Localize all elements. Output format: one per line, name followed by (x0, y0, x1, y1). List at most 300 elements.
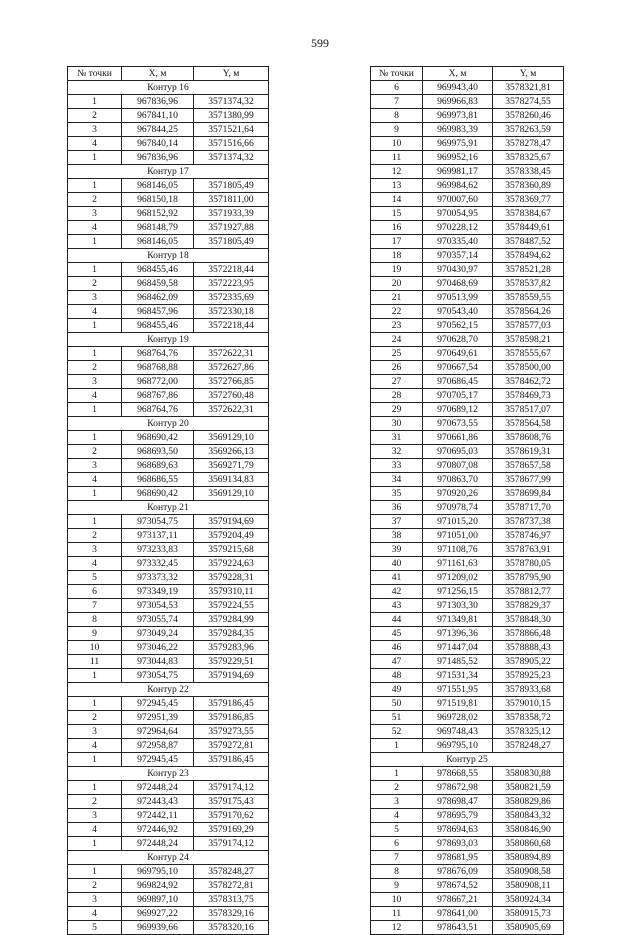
x-coordinate-cell: 968150,18 (122, 193, 194, 207)
point-number-cell: 1 (68, 837, 122, 851)
table-row (371, 865, 564, 879)
point-number-cell: 8 (371, 865, 423, 879)
y-coordinate-cell: 3578564,26 (493, 305, 564, 319)
contour-title: Контур 23 (68, 767, 269, 781)
x-coordinate-cell: 970920,26 (423, 487, 493, 501)
point-number-cell: 9 (68, 627, 122, 641)
x-coordinate-cell: 978695,79 (423, 809, 493, 823)
y-coordinate-cell: 3578598,21 (493, 333, 564, 347)
y-coordinate-cell: 3578848,30 (493, 613, 564, 627)
table-row (68, 837, 269, 851)
table-row (371, 823, 564, 837)
x-coordinate-cell: 971161,63 (423, 557, 493, 571)
table-row (371, 767, 564, 781)
table-row (371, 879, 564, 893)
table-row (371, 263, 564, 277)
y-coordinate-cell: 3578338,45 (493, 165, 564, 179)
table-row (371, 193, 564, 207)
point-number-cell: 19 (371, 263, 423, 277)
table-row (68, 669, 269, 683)
table-row (68, 641, 269, 655)
table-row (371, 725, 564, 739)
x-coordinate-cell: 978693,03 (423, 837, 493, 851)
y-coordinate-cell: 3578699,84 (493, 487, 564, 501)
point-number-cell: 6 (371, 837, 423, 851)
point-number-cell: 5 (68, 571, 122, 585)
contour-header-row (68, 417, 269, 431)
point-number-cell: 4 (68, 137, 122, 151)
table-row (371, 837, 564, 851)
y-coordinate-cell: 3578517,07 (493, 403, 564, 417)
point-number-cell: 11 (371, 907, 423, 921)
table-row (371, 445, 564, 459)
x-coordinate-cell: 970689,12 (423, 403, 493, 417)
contour-title: Контур 18 (68, 249, 269, 263)
x-coordinate-cell: 970667,54 (423, 361, 493, 375)
x-coordinate-cell: 969943,40 (423, 81, 493, 95)
point-number-cell: 17 (371, 235, 423, 249)
point-number-cell: 2 (68, 277, 122, 291)
coordinates-table-left (67, 66, 269, 935)
table-row (371, 305, 564, 319)
y-coordinate-cell: 3571805,49 (194, 179, 269, 193)
x-coordinate-cell: 978681,95 (423, 851, 493, 865)
table-row (371, 795, 564, 809)
table-row (371, 319, 564, 333)
point-number-cell: 42 (371, 585, 423, 599)
point-number-cell: 12 (371, 921, 423, 935)
point-number-cell: 1 (68, 431, 122, 445)
point-number-cell: 1 (371, 739, 423, 753)
y-coordinate-cell: 3578933,68 (493, 683, 564, 697)
x-coordinate-cell: 973373,32 (122, 571, 194, 585)
x-header: X, м (423, 67, 493, 81)
x-coordinate-cell: 971447,04 (423, 641, 493, 655)
y-coordinate-cell: 3578763,91 (493, 543, 564, 557)
table-row (68, 151, 269, 165)
y-coordinate-cell: 3578780,05 (493, 557, 564, 571)
table-row (68, 193, 269, 207)
x-coordinate-cell: 973049,24 (122, 627, 194, 641)
y-coordinate-cell: 3579224,55 (194, 599, 269, 613)
y-coordinate-cell: 3579272,81 (194, 739, 269, 753)
y-coordinate-cell: 3578462,72 (493, 375, 564, 389)
point-number-cell: 4 (371, 809, 423, 823)
y-coordinate-cell: 3569129,10 (194, 431, 269, 445)
contour-title: Контур 16 (68, 81, 269, 95)
point-number-cell: 8 (371, 109, 423, 123)
point-number-cell: 41 (371, 571, 423, 585)
table-row (371, 557, 564, 571)
page-number: 599 (311, 36, 329, 50)
table-row (68, 95, 269, 109)
point-number-cell: 40 (371, 557, 423, 571)
x-coordinate-cell: 973046,22 (122, 641, 194, 655)
point-number-cell: 1 (68, 347, 122, 361)
point-number-cell: 2 (68, 711, 122, 725)
x-header: X, м (122, 67, 194, 81)
table-row (371, 81, 564, 95)
point-number-cell: 15 (371, 207, 423, 221)
table-row (371, 739, 564, 753)
x-coordinate-cell: 968764,76 (122, 347, 194, 361)
y-coordinate-cell: 3578487,52 (493, 235, 564, 249)
y-coordinate-cell: 3578260,46 (493, 109, 564, 123)
x-coordinate-cell: 972443,43 (122, 795, 194, 809)
x-coordinate-cell: 970468,69 (423, 277, 493, 291)
y-coordinate-cell: 3569271,79 (194, 459, 269, 473)
point-number-header: № точки (68, 67, 122, 81)
y-coordinate-cell: 3578905,22 (493, 655, 564, 669)
x-coordinate-cell: 970705,17 (423, 389, 493, 403)
x-coordinate-cell: 968767,86 (122, 389, 194, 403)
y-coordinate-cell: 3578564,58 (493, 417, 564, 431)
table-row (371, 459, 564, 473)
x-coordinate-cell: 970054,95 (423, 207, 493, 221)
x-coordinate-cell: 970335,40 (423, 235, 493, 249)
x-coordinate-cell: 970007,60 (423, 193, 493, 207)
y-coordinate-cell: 3578657,58 (493, 459, 564, 473)
table-row (371, 291, 564, 305)
y-coordinate-cell: 3578555,67 (493, 347, 564, 361)
table-row (68, 739, 269, 753)
x-coordinate-cell: 970695,03 (423, 445, 493, 459)
x-coordinate-cell: 971209,02 (423, 571, 493, 585)
point-number-cell: 11 (68, 655, 122, 669)
table-row (68, 725, 269, 739)
table-row (371, 893, 564, 907)
y-coordinate-cell: 3578608,76 (493, 431, 564, 445)
y-coordinate-cell: 3578537,82 (493, 277, 564, 291)
table-row (371, 249, 564, 263)
point-number-cell: 4 (68, 739, 122, 753)
y-coordinate-cell: 3578313,75 (194, 893, 269, 907)
x-coordinate-cell: 973054,75 (122, 515, 194, 529)
y-coordinate-cell: 3580908,58 (493, 865, 564, 879)
y-coordinate-cell: 3571811,00 (194, 193, 269, 207)
x-coordinate-cell: 972945,45 (122, 753, 194, 767)
x-coordinate-cell: 968693,50 (122, 445, 194, 459)
table-row (371, 165, 564, 179)
table-row (371, 235, 564, 249)
y-coordinate-cell: 3571927,88 (194, 221, 269, 235)
y-coordinate-cell: 3578321,81 (493, 81, 564, 95)
table-row (68, 221, 269, 235)
y-coordinate-cell: 3578263,59 (493, 123, 564, 137)
y-coordinate-cell: 3578360,89 (493, 179, 564, 193)
table-row (68, 529, 269, 543)
table-row (68, 347, 269, 361)
x-coordinate-cell: 973054,53 (122, 599, 194, 613)
x-coordinate-cell: 967844,25 (122, 123, 194, 137)
y-coordinate-cell: 3578925,23 (493, 669, 564, 683)
x-coordinate-cell: 968462,09 (122, 291, 194, 305)
x-coordinate-cell: 972442,11 (122, 809, 194, 823)
point-number-cell: 1 (68, 95, 122, 109)
table-header-row (371, 67, 564, 81)
y-coordinate-cell: 3579284,99 (194, 613, 269, 627)
point-number-cell: 1 (68, 781, 122, 795)
point-number-cell: 4 (68, 907, 122, 921)
x-coordinate-cell: 970357,14 (423, 249, 493, 263)
y-coordinate-cell: 3578521,28 (493, 263, 564, 277)
table-row (371, 599, 564, 613)
table-row (68, 543, 269, 557)
y-coordinate-cell: 3578559,55 (493, 291, 564, 305)
table-row (371, 907, 564, 921)
y-coordinate-cell: 3578829,37 (493, 599, 564, 613)
table-row (371, 109, 564, 123)
x-coordinate-cell: 968459,58 (122, 277, 194, 291)
table-row (68, 515, 269, 529)
coordinates-table-right (370, 66, 564, 935)
point-number-cell: 10 (68, 641, 122, 655)
table-row (371, 487, 564, 501)
table-row (68, 137, 269, 151)
table-row (371, 697, 564, 711)
x-coordinate-cell: 968689,63 (122, 459, 194, 473)
table-row (371, 207, 564, 221)
x-coordinate-cell: 969939,66 (122, 921, 194, 935)
point-number-cell: 1 (68, 151, 122, 165)
x-coordinate-cell: 978674,52 (423, 879, 493, 893)
y-coordinate-cell: 3571805,49 (194, 235, 269, 249)
y-coordinate-cell: 3579224,63 (194, 557, 269, 571)
table-row (68, 823, 269, 837)
y-coordinate-cell: 3571374,32 (194, 95, 269, 109)
x-coordinate-cell: 971108,76 (423, 543, 493, 557)
table-row (68, 179, 269, 193)
y-coordinate-cell: 3572223,95 (194, 277, 269, 291)
table-row (68, 697, 269, 711)
y-coordinate-cell: 3578248,27 (194, 865, 269, 879)
point-number-cell: 3 (68, 375, 122, 389)
table-row (371, 669, 564, 683)
y-coordinate-cell: 3580860,68 (493, 837, 564, 851)
table-row (68, 655, 269, 669)
point-number-cell: 6 (371, 81, 423, 95)
y-coordinate-cell: 3578746,97 (493, 529, 564, 543)
point-number-cell: 2 (371, 781, 423, 795)
table-header-row (68, 67, 269, 81)
point-number-cell: 1 (68, 487, 122, 501)
x-coordinate-cell: 968152,92 (122, 207, 194, 221)
y-coordinate-cell: 3578866,48 (493, 627, 564, 641)
y-coordinate-cell: 3579186,45 (194, 753, 269, 767)
point-number-cell: 10 (371, 893, 423, 907)
point-number-cell: 1 (68, 669, 122, 683)
x-coordinate-cell: 968690,42 (122, 487, 194, 501)
point-number-cell: 1 (68, 319, 122, 333)
table-row (371, 921, 564, 935)
x-coordinate-cell: 969748,43 (423, 725, 493, 739)
x-coordinate-cell: 969795,10 (122, 865, 194, 879)
table-row (68, 487, 269, 501)
x-coordinate-cell: 967840,14 (122, 137, 194, 151)
point-number-cell: 4 (68, 473, 122, 487)
point-number-cell: 8 (68, 613, 122, 627)
table-row (68, 711, 269, 725)
y-coordinate-cell: 3578248,27 (493, 739, 564, 753)
point-number-cell: 3 (68, 893, 122, 907)
x-coordinate-cell: 969897,10 (122, 893, 194, 907)
y-coordinate-cell: 3580894,89 (493, 851, 564, 865)
point-number-cell: 1 (68, 865, 122, 879)
x-coordinate-cell: 970807,08 (423, 459, 493, 473)
table-row (371, 613, 564, 627)
y-coordinate-cell: 3578358,72 (493, 711, 564, 725)
x-coordinate-cell: 970562,15 (423, 319, 493, 333)
x-coordinate-cell: 967836,96 (122, 151, 194, 165)
y-coordinate-cell: 3579229,51 (194, 655, 269, 669)
point-number-cell: 10 (371, 137, 423, 151)
point-number-cell: 1 (68, 403, 122, 417)
x-coordinate-cell: 970513,99 (423, 291, 493, 305)
point-number-cell: 7 (68, 599, 122, 613)
contour-header-row (68, 249, 269, 263)
contour-header-row (68, 81, 269, 95)
y-coordinate-cell: 3580915,73 (493, 907, 564, 921)
x-coordinate-cell: 969981,17 (423, 165, 493, 179)
y-coordinate-cell: 3578494,62 (493, 249, 564, 263)
x-coordinate-cell: 969728,02 (423, 711, 493, 725)
point-number-cell: 14 (371, 193, 423, 207)
y-coordinate-cell: 3578717,70 (493, 501, 564, 515)
point-number-cell: 50 (371, 697, 423, 711)
point-number-cell: 2 (68, 193, 122, 207)
y-coordinate-cell: 3579310,11 (194, 585, 269, 599)
point-number-cell: 3 (68, 725, 122, 739)
x-coordinate-cell: 971551,95 (423, 683, 493, 697)
point-number-cell: 49 (371, 683, 423, 697)
point-number-cell: 5 (68, 921, 122, 935)
x-coordinate-cell: 973055,74 (122, 613, 194, 627)
point-number-cell: 5 (371, 823, 423, 837)
table-row (68, 277, 269, 291)
y-coordinate-cell: 3572335,69 (194, 291, 269, 305)
y-coordinate-cell: 3578577,03 (493, 319, 564, 333)
x-coordinate-cell: 971051,00 (423, 529, 493, 543)
y-coordinate-cell: 3571374,32 (194, 151, 269, 165)
x-coordinate-cell: 970649,61 (423, 347, 493, 361)
x-coordinate-cell: 968690,42 (122, 431, 194, 445)
point-number-cell: 9 (371, 879, 423, 893)
point-number-cell: 38 (371, 529, 423, 543)
x-coordinate-cell: 970543,40 (423, 305, 493, 319)
x-coordinate-cell: 978667,21 (423, 893, 493, 907)
table-row (68, 557, 269, 571)
table-row (371, 683, 564, 697)
point-number-cell: 2 (68, 109, 122, 123)
table-row (371, 221, 564, 235)
point-number-cell: 11 (371, 151, 423, 165)
point-number-cell: 2 (68, 795, 122, 809)
point-number-cell: 3 (68, 123, 122, 137)
y-coordinate-cell: 3578500,00 (493, 361, 564, 375)
point-number-cell: 2 (68, 445, 122, 459)
x-coordinate-cell: 973137,11 (122, 529, 194, 543)
x-coordinate-cell: 978694,63 (423, 823, 493, 837)
table-row (371, 179, 564, 193)
table-row (68, 123, 269, 137)
y-coordinate-cell: 3572218,44 (194, 263, 269, 277)
table-row (371, 137, 564, 151)
y-coordinate-cell: 3572760,48 (194, 389, 269, 403)
y-coordinate-cell: 3579284,35 (194, 627, 269, 641)
table-row (68, 879, 269, 893)
y-coordinate-cell: 3579283,96 (194, 641, 269, 655)
point-number-cell: 3 (68, 543, 122, 557)
table-row (371, 851, 564, 865)
x-coordinate-cell: 969952,16 (423, 151, 493, 165)
y-coordinate-cell: 3579194,69 (194, 515, 269, 529)
y-coordinate-cell: 3572622,31 (194, 347, 269, 361)
y-coordinate-cell: 3578320,16 (194, 921, 269, 935)
y-coordinate-cell: 3579273,55 (194, 725, 269, 739)
point-number-cell: 39 (371, 543, 423, 557)
table-row (371, 515, 564, 529)
point-number-cell: 7 (371, 95, 423, 109)
table-row (371, 277, 564, 291)
table-row (371, 95, 564, 109)
x-coordinate-cell: 978643,51 (423, 921, 493, 935)
x-coordinate-cell: 968455,46 (122, 319, 194, 333)
table-row (68, 375, 269, 389)
y-coordinate-cell: 3579010,15 (493, 697, 564, 711)
table-row (371, 655, 564, 669)
y-coordinate-cell: 3578272,81 (194, 879, 269, 893)
table-row (371, 627, 564, 641)
table-row (68, 613, 269, 627)
x-coordinate-cell: 978698,47 (423, 795, 493, 809)
point-number-cell: 1 (68, 697, 122, 711)
table-row (68, 291, 269, 305)
y-coordinate-cell: 3580908,11 (493, 879, 564, 893)
point-number-cell: 1 (68, 179, 122, 193)
table-row (68, 753, 269, 767)
point-number-cell: 37 (371, 515, 423, 529)
x-coordinate-cell: 969966,83 (423, 95, 493, 109)
x-coordinate-cell: 972964,64 (122, 725, 194, 739)
x-coordinate-cell: 968146,05 (122, 179, 194, 193)
point-number-cell: 44 (371, 613, 423, 627)
x-coordinate-cell: 973233,83 (122, 543, 194, 557)
table-row (371, 781, 564, 795)
y-coordinate-cell: 3578325,12 (493, 725, 564, 739)
contour-title: Контур 17 (68, 165, 269, 179)
x-coordinate-cell: 973044,83 (122, 655, 194, 669)
point-number-cell: 23 (371, 319, 423, 333)
y-coordinate-cell: 3578329,16 (194, 907, 269, 921)
point-number-cell: 4 (68, 389, 122, 403)
x-coordinate-cell: 971531,34 (423, 669, 493, 683)
point-number-cell: 43 (371, 599, 423, 613)
point-number-cell: 4 (68, 305, 122, 319)
x-coordinate-cell: 970686,45 (423, 375, 493, 389)
point-number-cell: 21 (371, 291, 423, 305)
y-coordinate-cell: 3569134,83 (194, 473, 269, 487)
x-coordinate-cell: 968148,79 (122, 221, 194, 235)
table-row (68, 907, 269, 921)
table-row (68, 781, 269, 795)
point-number-cell: 3 (68, 809, 122, 823)
x-coordinate-cell: 978672,98 (423, 781, 493, 795)
x-coordinate-cell: 968764,76 (122, 403, 194, 417)
x-coordinate-cell: 968457,96 (122, 305, 194, 319)
table-row (371, 431, 564, 445)
table-row (68, 207, 269, 221)
y-coordinate-cell: 3579174,12 (194, 837, 269, 851)
